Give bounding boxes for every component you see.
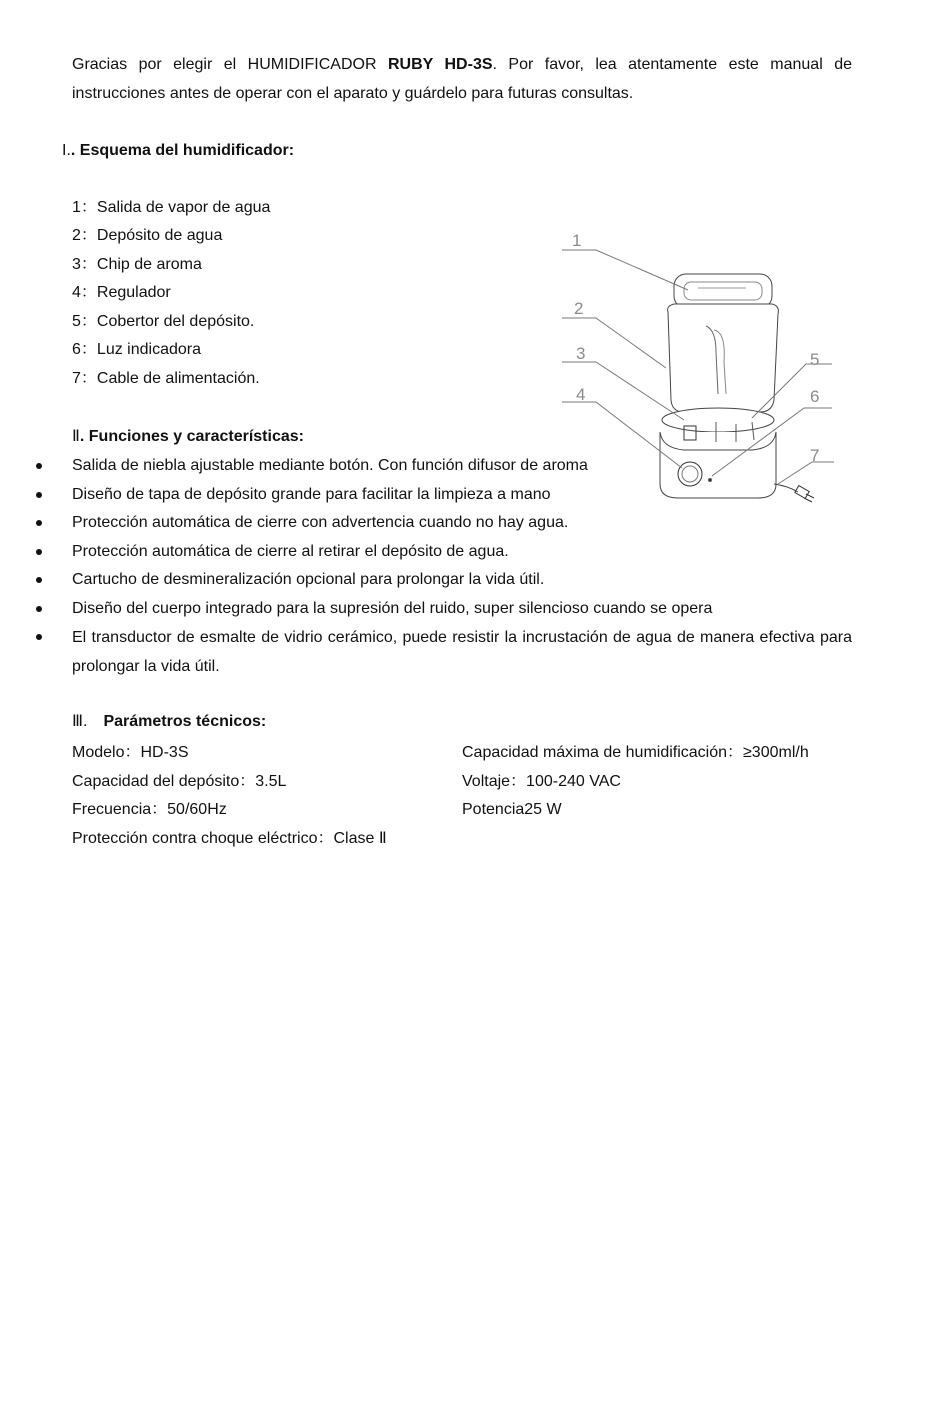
section3-title: Parámetros técnicos: — [103, 713, 267, 730]
part-list-item: 3：Chip de aroma — [72, 256, 202, 273]
callout-label: 2 — [574, 299, 584, 318]
feature-bullet: El transductor de esmalte de vidrio cerámico, puede resistir la incrustación de agua de manera efectiva para prolongar la vida útil. — [72, 629, 852, 675]
callout-label: 7 — [810, 446, 820, 465]
product-brand: RUBY HD-3S — [388, 56, 493, 73]
part-list-item: 1：Salida de vapor de agua — [72, 199, 271, 216]
section1-numeral: I. — [62, 142, 71, 159]
bullet-icon — [36, 606, 42, 612]
feature-bullet: Cartucho de desmineralización opcional para prolongar la vida útil. — [72, 571, 545, 588]
param-proteccion: Protección contra choque eléctrico：Clase Ⅱ — [72, 830, 387, 847]
feature-bullet: Diseño del cuerpo integrado para la supresión del ruido, super silencioso cuando se opera — [72, 600, 713, 617]
bullet-icon — [36, 520, 42, 526]
param-capacidad-humidificacion: Capacidad máxima de humidificación：≥300ml/h — [462, 744, 809, 761]
callout-label: 1 — [572, 231, 582, 250]
param-capacidad-deposito: Capacidad del depósito：3.5L — [72, 773, 287, 790]
section2-title: . Funciones y características: — [79, 428, 304, 445]
part-list-item: 2：Depósito de agua — [72, 227, 223, 244]
section1-title: . Esquema del humidificador: — [70, 142, 295, 159]
param-potencia: Potencia25 W — [462, 801, 562, 818]
callout-label: 6 — [810, 387, 820, 406]
part-list-item: 7：Cable de alimentación. — [72, 370, 260, 387]
intro-text-after: . Por favor, lea atentamente este manual de instrucciones antes de operar con el aparato y guárdelo para futuras consultas. — [72, 56, 852, 102]
humidifier-diagram — [556, 222, 836, 522]
callout-label: 5 — [810, 350, 820, 369]
feature-bullet: Protección automática de cierre al retirar el depósito de agua. — [72, 543, 509, 560]
feature-bullet: Diseño de tapa de depósito grande para facilitar la limpieza a mano — [72, 486, 551, 503]
part-list-item: 6：Luz indicadora — [72, 341, 201, 358]
part-list-item: 4：Regulador — [72, 284, 171, 301]
intro-text-before: Gracias por elegir el HUMIDIFICADOR — [72, 56, 388, 73]
part-list-item: 5：Cobertor del depósito. — [72, 313, 255, 330]
bullet-icon — [36, 463, 42, 469]
intro-paragraph — [72, 50, 852, 108]
param-modelo: Modelo：HD-3S — [72, 744, 189, 761]
param-frecuencia: Frecuencia：50/60Hz — [72, 801, 227, 818]
param-voltaje: Voltaje：100-240 VAC — [462, 773, 621, 790]
section1-heading — [62, 141, 294, 161]
callout-label: 3 — [576, 344, 586, 363]
feature-bullet: Salida de niebla ajustable mediante botón. Con función difusor de aroma — [72, 457, 588, 474]
feature-bullet: Protección automática de cierre con advertencia cuando no hay agua. — [72, 514, 569, 531]
section2-heading — [72, 427, 304, 447]
section3-heading — [72, 712, 266, 732]
section2-numeral: Ⅱ — [72, 428, 80, 445]
section3-numeral: Ⅲ. — [72, 713, 88, 730]
bullet-icon — [36, 634, 42, 640]
bullet-icon — [36, 549, 42, 555]
bullet-icon — [36, 577, 42, 583]
bullet-icon — [36, 492, 42, 498]
callout-label: 4 — [576, 385, 586, 404]
